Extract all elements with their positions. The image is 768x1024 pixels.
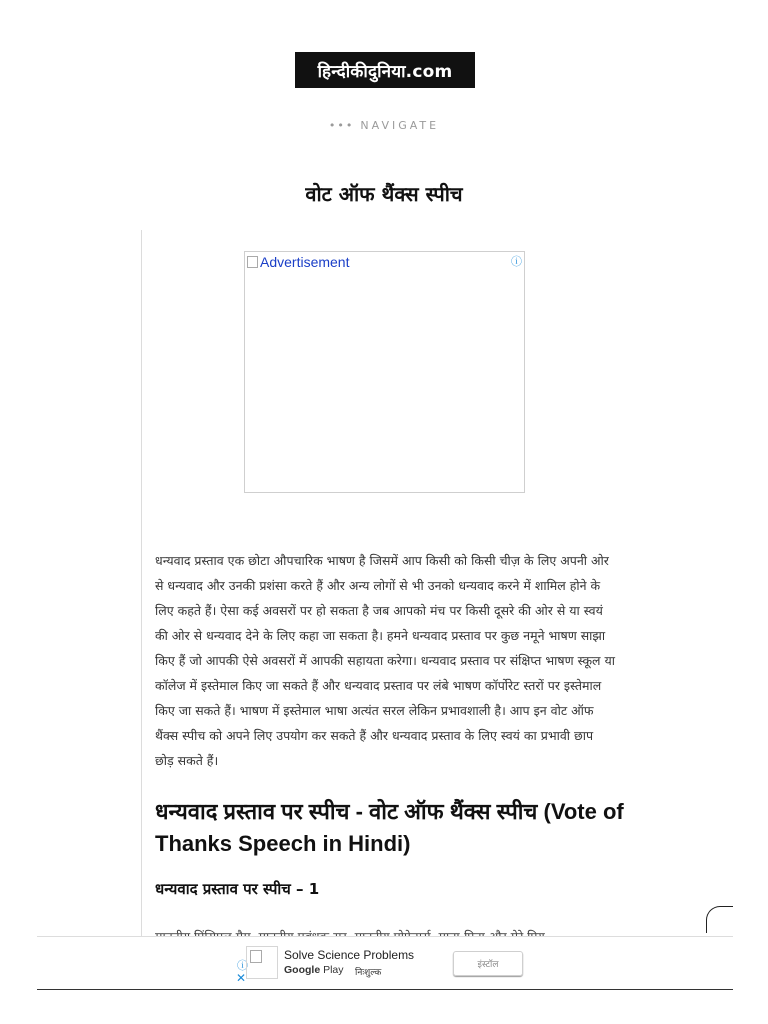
broken-image-icon [250,950,262,963]
navigate-label: NAVIGATE [360,119,440,132]
speech-first-line [155,924,615,936]
content-left-border [141,230,142,940]
store-name [284,964,344,976]
store-label: Play [323,964,344,976]
bottom-app-ad[interactable] [37,936,733,990]
store-brand: Google [284,964,321,976]
app-title[interactable]: Solve Science Problems [284,948,415,962]
intro-paragraph: धन्यवाद प्रस्ताव एक छोटा औपचारिक भाषण है जिसमें आप किसी को किसी चीज़ के लिए अपनी ओर से धन्यवाद और उनकी प्रशंसा करते हैं और अन्य लोगों से भी उनको धन्यवाद करने में शामिल होने के लिए कहते हैं। ऐसा कई अवसरों पर हो सकता है जब आपको मंच पर किसी दूसरे की ओर से या स्वयं की ओर से धन्यवाद देने के लिए कहा जा सकता है। हमने धन्यवाद प्रस्ताव पर कुछ नमूने भाषण साझा किए हैं जो आपकी ऐसे अवसरों में आपकी सहायता करेगा। धन्यवाद प्रस्ताव पर संक्षिप्त भाषण स्कूल या कॉलेज में इस्तेमाल किए जा सकते हैं और धन्यवाद प्रस्ताव पर लंबे भाषण कॉर्पोरेट स्तरों पर इस्तेमाल किए जा सकते हैं। भाषण में इस्तेमाल भाषा अत्यंत सरल लेकिन प्रभावशाली है। आप इन वोट ऑफ थैंक्स स्पीच को अपने लिए उपयोग कर सकते हैं और धन्यवाद प्रस्ताव के लिए स्वयं का प्रभावी छाप छोड़ सकते हैं। [155,553,615,768]
page-title: वोट ऑफ थैंक्स स्पीच [305,182,463,206]
advertisement-alt-text: Advertisement [260,254,350,270]
broken-image-icon [247,256,258,268]
app-price: निःशुल्क [355,968,382,978]
advertisement-box[interactable] [244,251,525,493]
advertisement-image[interactable] [247,254,349,270]
ad-info-icon[interactable]: ⓘ [237,959,248,972]
app-icon[interactable] [246,946,278,979]
ad-info-icon[interactable]: ⓘ [511,255,522,268]
scroll-corner-handle[interactable] [706,906,733,933]
section-heading: धन्यवाद प्रस्ताव पर स्पीच - वोट ऑफ थैंक्स स्पीच (Vote of Thanks Speech in Hindi) [155,799,624,856]
close-ad-icon[interactable]: ✕ [236,971,247,985]
site-logo[interactable]: हिन्दीकीदुनिया.com [295,52,475,88]
navigate-menu[interactable] [0,119,768,132]
menu-dots-icon: ••• [328,119,355,132]
install-button[interactable]: इंस्टॉल [453,951,523,976]
speech-subheading: धन्यवाद प्रस्ताव पर स्पीच – 1 [155,880,320,898]
